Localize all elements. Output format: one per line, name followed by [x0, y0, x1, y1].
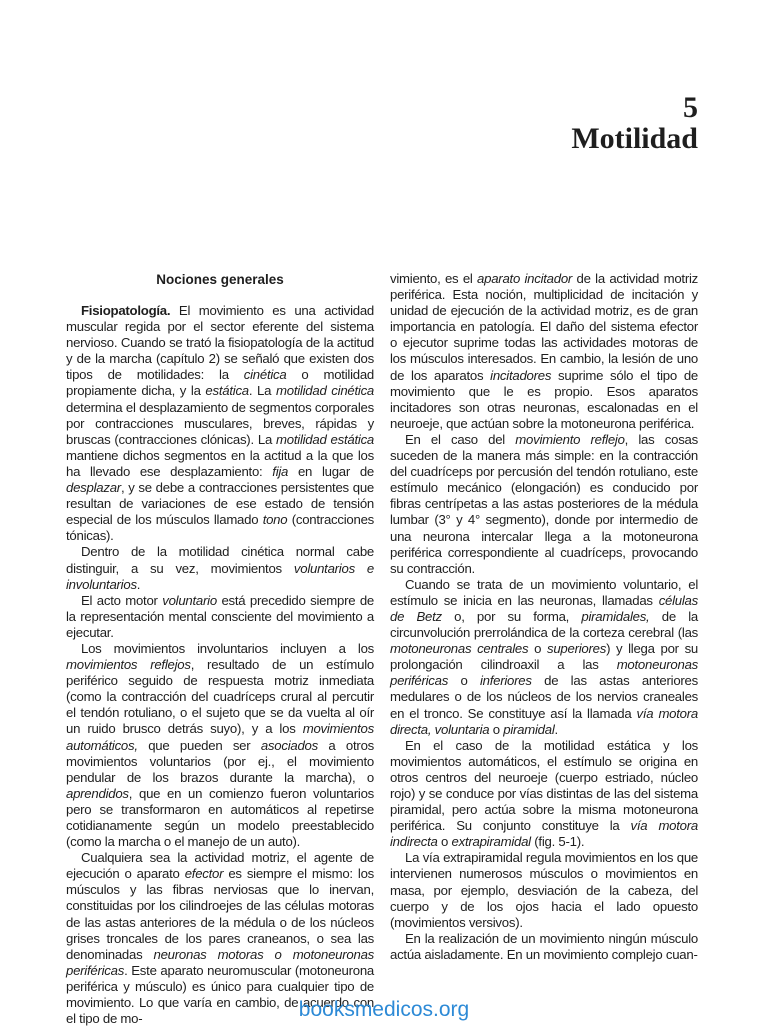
- italic-term: piramidal: [503, 721, 555, 737]
- italic-term: motoneuronas periféricas: [390, 657, 698, 689]
- text-run: . La: [248, 383, 276, 399]
- paragraph-via-extrapiramidal: [390, 850, 698, 930]
- italic-term: superiores: [546, 641, 607, 657]
- text-run: de las astas anteriores medulares o de los núcleos de los nervios craneales en el tronco. Se constituye así la llamada: [390, 673, 698, 721]
- text-run: vimiento, es el: [390, 271, 478, 286]
- text-run: o, por su forma,: [441, 608, 582, 624]
- text-run: a otros movimientos voluntarios (por ej., el movimiento pendular de los brazos durante la marcha), o: [66, 737, 375, 785]
- italic-term: voluntario: [162, 592, 217, 608]
- italic-term: células de Betz: [390, 592, 698, 624]
- text-run: El acto motor: [81, 592, 163, 608]
- paragraph-voluntario: [390, 577, 698, 738]
- text-run: .: [554, 721, 558, 737]
- italic-term: motilidad cinética: [276, 383, 375, 399]
- text-run: (fig. 5-1).: [530, 834, 585, 850]
- text-run: . Este aparato neuromuscular (motoneurona periférica y músculo) es único para cualquier tipo de movimiento. Lo que varía en cambio, de acuerdo con el tipo de mo-: [66, 962, 374, 1027]
- italic-term: motoneuronas centrales: [390, 641, 529, 657]
- italic-term: motilidad estática: [276, 431, 374, 447]
- text-run: , resultado de un estímulo periférico seguido de respuesta motriz inmediata (como la contracción del cuadríceps crural al percutir el tendón rotuliano, o el sujeto que se da vuelta al oír un ruido brusco detrás suyo), y a los: [66, 657, 375, 737]
- text-run: Cuando se trata de un movimiento voluntario, el estímulo se inicia en las neuronas, llamadas: [390, 576, 698, 608]
- text-run: está precedido siempre de la representación mental consciente del movimiento a ejecutar.: [66, 592, 374, 640]
- paragraph-acto-voluntario: [66, 593, 374, 641]
- italic-term: incitadores: [490, 367, 552, 383]
- italic-term: fija: [272, 463, 289, 479]
- footer-watermark: booksmedicos.org: [298, 998, 470, 1021]
- chapter-title: Motilidad: [571, 122, 698, 155]
- text-run: En el caso del: [405, 431, 516, 447]
- paragraph-incitador: [390, 271, 698, 432]
- italic-term: cinética: [243, 367, 287, 383]
- text-run: , las cosas suceden de la manera más simple: en la contracción del cuadríceps por percusión del tendón rotuliano, este estímulo mecánico (elongación) es conducido por fibras centrípetas a las astas posteriores de la médula lumbar (3° y 4° segmento), donde por intermedio de una neurona intercalar llega a la motoneurona periférica correspondiente al cuadríceps, provocando su contracción.: [390, 431, 698, 576]
- italic-term: tono: [262, 512, 288, 528]
- text-run: , que en un comienzo fueron voluntarios pero se transformaron en automáticos al repetirse cotidianamente según un modelo preestablecido (como la marcha o el manejo de un auto).: [66, 785, 374, 850]
- text-run: La vía extrapiramidal regula movimientos en los que intervienen numerosos músculos o movimientos en masa, por ejemplo, desviación de la cabeza, del cuerpo y de los ojos hacia el lado opuesto (movimientos versivos).: [390, 850, 698, 930]
- right-column: [390, 271, 698, 963]
- text-run: mantiene dichos segmentos en la actitud a la que los ha llevado ese desplazamiento:: [66, 447, 374, 479]
- text-run: o motilidad propiamente dicha, y la: [66, 367, 374, 399]
- text-run: que pueden ser: [137, 737, 261, 753]
- italic-term: movimientos reflejos: [66, 657, 191, 673]
- text-run: Los movimientos involuntarios incluyen a los: [81, 640, 374, 656]
- italic-term: aparato incitador: [477, 271, 573, 286]
- italic-term: vía motora directa, voluntaria: [390, 705, 698, 737]
- paragraph-reflejo: [390, 432, 698, 577]
- text-run: en lugar de: [288, 463, 374, 479]
- text-run: , y se debe a contracciones persistentes que resultan de variaciones de ese estado de tensión especial de los músculos llamado: [66, 480, 374, 528]
- text-run: de la actividad motriz periférica. Esta noción, multiplicidad de incitación y unidad de ejecución de la actividad motriz, es de gran importancia en patología. El daño del sistema efector o ejecutor suprime todas las actividades motoras de los músculos interesados. En cambio, la lesión de uno de los aparatos: [390, 271, 698, 383]
- text-run: o: [489, 721, 504, 737]
- chapter-number: 5: [683, 91, 698, 124]
- text-run: suprime sólo el tipo de movimiento que le es propio. Esos aparatos incitadores son otras neuronas, escalonadas en el neuroeje, que actúan sobre la motoneurona periférica.: [390, 367, 698, 431]
- italic-term: inferiores: [479, 673, 532, 689]
- italic-term: movimientos automáticos,: [66, 721, 374, 753]
- paragraph-fisiopatologia: [66, 303, 374, 544]
- text-run: es siempre el mismo: los músculos y las fibras nerviosas que lo inervan, constituidas por los cilindroejes de las células motoras de las astas anteriores de la médula o de los núcleos grises troncales de los pares craneanos, o sea las denominadas: [66, 866, 374, 962]
- italic-term: vía motora indirecta: [390, 818, 698, 850]
- left-column: [66, 271, 374, 1027]
- text-run: Dentro de la motilidad cinética normal cabe distinguir, a su vez, movimientos: [66, 544, 374, 576]
- italic-term: piramidales,: [581, 608, 650, 624]
- text-run: (contracciones tónicas).: [66, 512, 374, 544]
- text-run: determina el desplazamiento de segmentos corporales por contracciones musculares, breves, rápidas y bruscas (contracciones clónicas). La: [66, 399, 374, 447]
- section-heading: Nociones generales: [156, 272, 284, 287]
- italic-term: desplazar: [66, 480, 121, 496]
- text-run: Cualquiera sea la actividad motriz, el agente de ejecución o aparato: [66, 850, 374, 882]
- italic-term: voluntarios e involuntarios: [66, 560, 374, 592]
- italic-term: estática: [205, 383, 249, 399]
- text-run: El movimiento es una actividad muscular regida por el sector eferente del sistema nervioso. Cuando se trató la fisiopatología de la actitud y de la marcha (capítulo 2) se señaló que existen dos tipos de motilidades: la: [66, 303, 374, 383]
- italic-term: asociados: [260, 737, 318, 753]
- paragraph-extrapiramidal: [390, 738, 698, 851]
- italic-term: extrapiramidal: [451, 834, 531, 850]
- italic-term: neuronas motoras o motoneuronas periféricas: [66, 946, 374, 978]
- text-run: En la realización de un movimiento ningún músculo actúa aisladamente. En un movimiento complejo cuan-: [390, 930, 698, 962]
- paragraph-motilidad-cinetica: [66, 544, 374, 592]
- italic-term: aprendidos: [66, 785, 129, 801]
- italic-term: movimiento reflejo: [515, 431, 625, 447]
- italic-term: efector: [184, 866, 224, 882]
- bold-term: Fisiopatología.: [81, 303, 171, 318]
- text-run: o: [437, 834, 452, 850]
- text-run: o: [448, 673, 480, 689]
- text-run: o: [528, 641, 547, 657]
- text-run: .: [136, 576, 141, 592]
- text-run: de la circunvolución prerrolándica de la corteza cerebral (las: [390, 608, 698, 641]
- text-run: ) y llega por su prolongación cilindroaxil a las: [390, 641, 698, 673]
- text-run: En el caso de la motilidad estática y los movimientos automáticos, el estímulo se origina en otros centros del neuroeje (cuerpo estriado, núcleo rojo) y se conduce por vías distintas de las del sistema piramidal, pero actúa sobre la misma motoneurona periférica. Su conjunto constituye la: [390, 737, 698, 834]
- paragraph-involuntarios: [66, 641, 374, 850]
- paragraph-realizacion: [390, 931, 698, 963]
